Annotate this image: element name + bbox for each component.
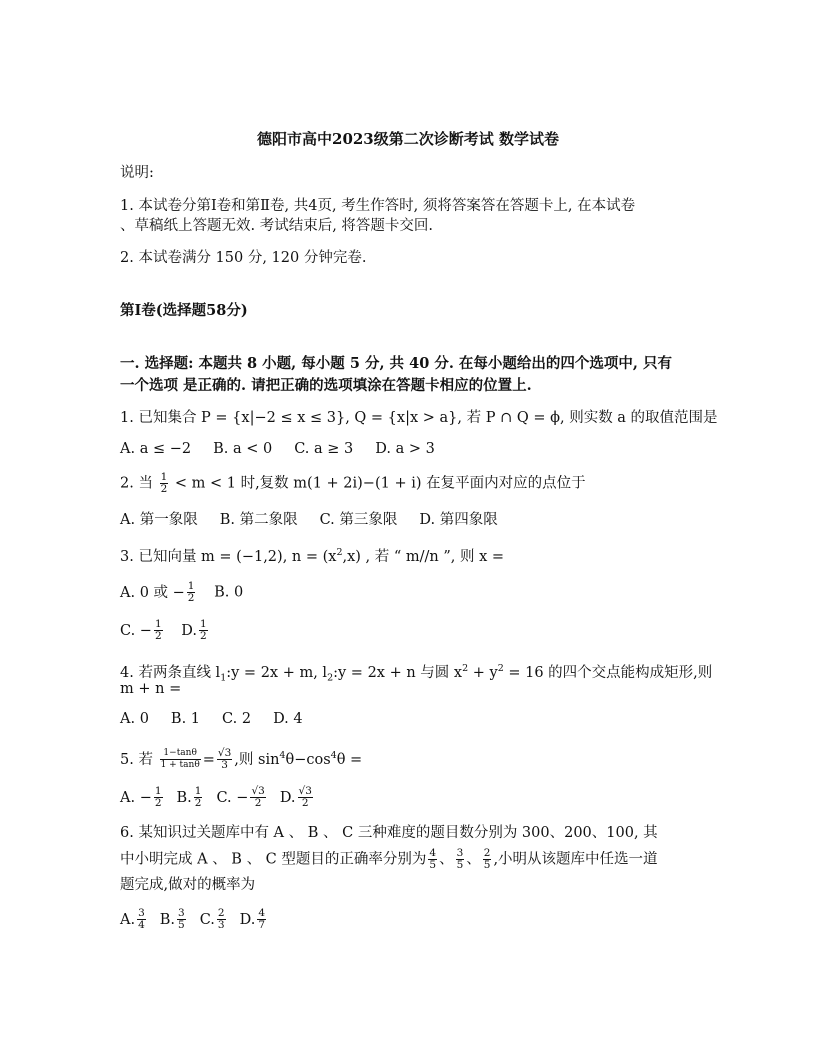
option-b: B. 第二象限 [219,512,298,528]
superscript: 4 [330,750,337,761]
fraction [257,908,266,931]
denominator: 5 [178,919,185,931]
numerator: 1 [154,785,162,797]
question-6-line-2 [120,848,706,871]
text: 中小明完成 A 、 B 、 C 型题目的正确率分别为 [120,851,427,868]
part-heading-line-2: 一个选项 是正确的. 请把正确的选项填涂在答题卡相应的位置上. [120,377,532,394]
text: = 16 的四个交点能构成矩形,则 [503,664,713,681]
question-3-options-row-1 [120,581,706,604]
question-2-suffix: < m < 1 时,复数 m(1 + 2i)−(1 + i) 在复平面内对应的点位于 [174,475,586,492]
numerator: 1 [199,618,207,630]
option-b-label: B. [159,911,176,928]
option-c [216,785,267,809]
option-c: C. 2 [222,711,252,727]
question-2-options [120,509,706,531]
denominator: 5 [456,859,464,871]
option-c: C. a ≥ 3 [294,441,354,457]
denominator: 2 [254,797,262,809]
option-a-label: A. − [120,789,152,806]
denominator: 2 [154,797,162,809]
option-d-label: D. [239,911,256,928]
text: + y [468,664,498,681]
option-a [120,785,165,809]
option-c [199,907,228,931]
numerator: 1 [154,618,162,630]
option-b: B. a < 0 [213,441,273,457]
question-1-options [120,438,706,460]
numerator: 4 [258,907,266,919]
option-d [239,907,268,931]
instruction-1-line-1: 1. 本试卷分第Ⅰ卷和第Ⅱ卷, 共4页, 考生作答时, 须将答案答在答题卡上, 在本试卷 [120,198,636,214]
separator: 、 [439,851,454,868]
option-a [120,580,197,604]
superscript: 2 [336,547,343,558]
option-d [181,618,209,642]
option-b: B. 0 [214,584,244,601]
numerator: 4 [429,847,437,859]
text: 4. 若两条直线 l [120,664,221,681]
denominator: 2 [301,797,309,809]
text: = [202,751,215,768]
denominator: 3 [221,759,228,772]
superscript: 4 [279,750,286,761]
denominator: 7 [258,919,266,931]
numerator: 1 [160,471,168,483]
option-d: D. a > 3 [375,441,435,457]
denominator: 2 [187,592,195,604]
text: :y = 2x + n 与圆 x [333,664,463,681]
fraction [199,619,208,642]
option-d-label: D. [181,622,197,639]
question-5-options [120,786,706,809]
fraction [250,786,265,809]
superscript: 2 [497,663,504,674]
fraction [154,619,163,642]
option-b: B. 1 [170,711,201,727]
fraction [187,581,196,604]
option-d: D. 第四象限 [419,512,498,528]
option-c-label: C. [199,911,215,928]
numerator: √3 [298,785,312,797]
fraction [456,848,465,871]
question-6-line-1: 6. 某知识过关题库中有 A 、 B 、 C 三种难度的题目数分别为 300、200、100, 其 [120,825,658,841]
numerator: √3 [251,785,265,797]
question-4-stem-line-2: m + n = [120,681,182,697]
question-3-stem [120,542,706,568]
text: θ−cos [285,751,331,768]
question-3-stem-b: ,x) , 若 “ m//n ”, 则 x = [342,548,505,565]
fraction [177,908,186,931]
numerator: 1 [187,580,195,592]
option-b [159,907,188,931]
denominator: 2 [194,797,202,809]
question-2-prefix: 2. 当 [120,475,153,492]
text: :y = 2x + m, l [226,664,328,681]
fraction [154,786,163,809]
fraction [217,748,232,771]
question-6-options [120,908,706,931]
section-heading: 第Ⅰ卷(选择题58分) [120,302,248,319]
fraction [483,848,492,871]
question-1-stem: 1. 已知集合 P = {x|−2 ≤ x ≤ 3}, Q = {x|x > a}, 若 P ∩ Q = ϕ, 则实数 a 的取值范围是 [120,410,718,426]
option-a: A. 第一象限 [120,512,198,528]
denominator: 1 + tanθ [160,760,200,771]
text: θ = [336,751,363,768]
denominator: 2 [160,483,168,495]
denominator: 2 [199,630,207,642]
numerator: 3 [138,907,145,919]
text: ,则 sin [234,751,280,768]
text: ,小明从该题库中任选一道 [493,851,658,868]
denominator: 4 [138,919,145,931]
numerator: 3 [456,847,464,859]
text: 5. 若 [120,751,153,768]
question-6-line-3: 题完成,做对的概率为 [120,877,256,893]
option-a-label: A. 0 或 − [120,584,185,601]
fraction [217,908,226,931]
question-3-stem-a: 3. 已知向量 m = (−1,2), n = (x [120,548,337,565]
numerator: 2 [217,907,225,919]
fraction [160,472,169,495]
option-c [120,618,165,642]
option-d: D. 4 [273,711,303,727]
subscript: 1 [220,672,227,684]
option-b-label: B. [176,789,192,806]
option-d-label: D. [279,789,296,806]
subscript: 2 [327,672,334,684]
option-a-label: A. [120,911,136,928]
superscript: 2 [462,663,469,674]
question-3-options-row-2 [120,619,706,642]
option-a [120,907,148,931]
denominator: 2 [154,630,162,642]
question-2-stem [120,472,706,495]
option-b [176,785,205,809]
fraction [194,786,203,809]
part-heading-line-1: 一. 选择题: 本题共 8 小题, 每小题 5 分, 共 40 分. 在每小题给出的四个选项中, 只有 [120,355,673,372]
denominator: 3 [217,919,225,931]
instruction-1-line-2: 、草稿纸上答题无效. 考试结束后, 将答题卡交回. [120,218,434,234]
instruction-2: 2. 本试卷满分 150 分, 120 分钟完卷. [120,250,367,266]
option-a: A. a ≤ −2 [120,441,192,457]
fraction [428,848,437,871]
denominator: 5 [483,859,491,871]
fraction [137,908,146,931]
numerator: 3 [178,907,185,919]
option-a: A. 0 [120,711,149,727]
option-c-label: C. − [120,622,152,639]
page-title: 德阳市高中2023级第二次诊断考试 数学试卷 [257,130,559,148]
option-d [279,785,315,809]
option-c: C. 第三象限 [319,512,398,528]
instructions-heading: 说明: [120,165,154,181]
option-c-label: C. − [216,789,249,806]
question-5-stem [120,745,706,771]
numerator: 2 [483,847,491,859]
numerator: 1 [194,785,202,797]
separator: 、 [466,851,481,868]
numerator: √3 [217,747,232,760]
fraction [160,748,201,771]
denominator: 5 [429,859,437,871]
question-4-options [120,708,706,730]
numerator: 1−tanθ [160,748,201,760]
fraction [298,786,313,809]
